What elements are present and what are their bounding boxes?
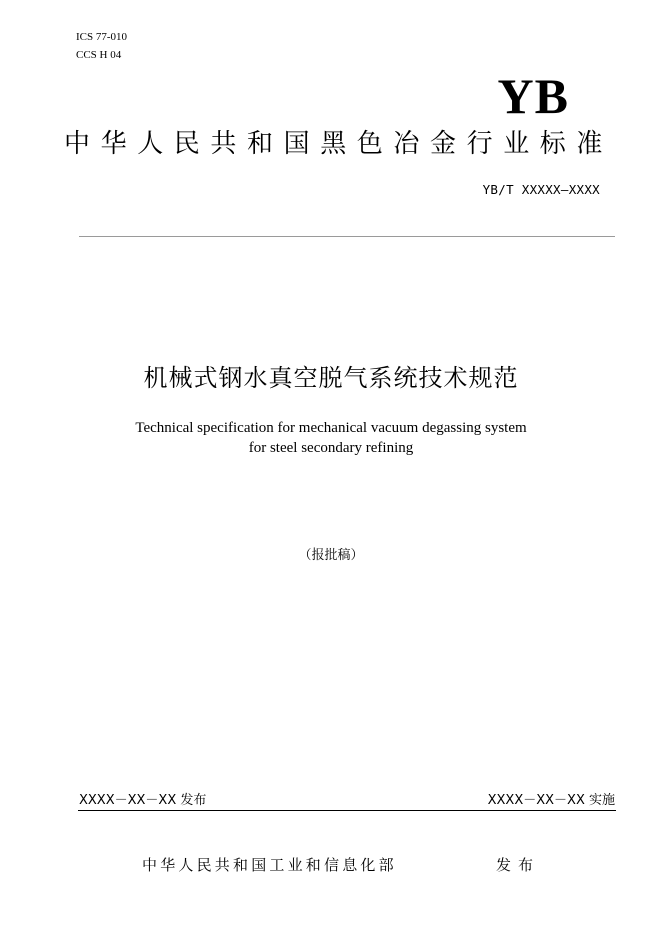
publisher: 中华人民共和国工业和信息化部 bbox=[142, 856, 397, 874]
draft-status: （报批稿） bbox=[298, 547, 364, 562]
footer-divider bbox=[78, 810, 616, 811]
document-title-english-line1: Technical specification for mechanical vacuum degassing system bbox=[135, 420, 527, 436]
ccs-code: CCS H 04 bbox=[76, 49, 122, 61]
standard-logo: YB bbox=[497, 68, 569, 124]
standard-category: 中华人民共和国黑色冶金行业标准 bbox=[64, 129, 614, 159]
ics-code: ICS 77-010 bbox=[76, 31, 128, 43]
document-title-english-line2: for steel secondary refining bbox=[248, 440, 414, 456]
issue-date: XXXX－XX－XX 发布 bbox=[79, 793, 207, 808]
document-title-chinese: 机械式钢水真空脱气系统技术规范 bbox=[143, 364, 519, 392]
standard-code: YB/T XXXXX—XXXX bbox=[482, 182, 600, 197]
implementation-date: XXXX－XX－XX 实施 bbox=[487, 793, 615, 808]
publish-verb: 发布 bbox=[496, 856, 541, 874]
header-divider bbox=[79, 236, 615, 237]
